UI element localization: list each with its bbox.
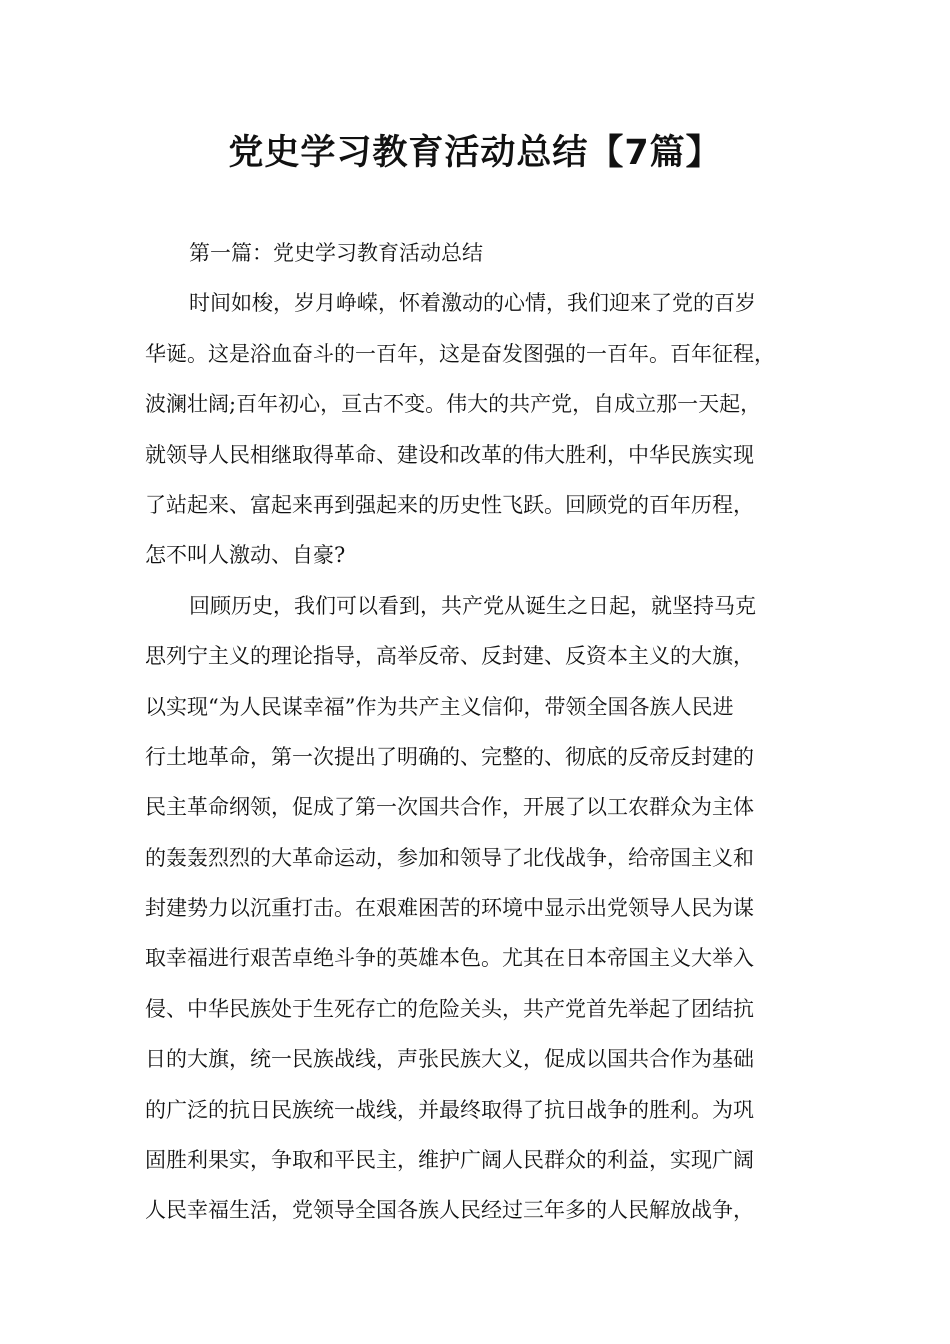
paragraph-line: 波澜壮阔;百年初心，亘古不变。伟大的共产党，自成立那一天起， xyxy=(145,392,762,417)
paragraph-line: 固胜利果实，争取和平民主，维护广阔人民群众的利益，实现广阔 xyxy=(145,1148,754,1173)
paragraph-line: 时间如梭，岁月峥嵘，怀着激动的心情，我们迎来了党的百岁 xyxy=(189,291,756,316)
section-heading: 第一篇：党史学习教育活动总结 xyxy=(189,241,483,265)
paragraph-line: 取幸福进行艰苦卓绝斗争的英雄本色。尤其在日本帝国主义大举入 xyxy=(145,946,754,971)
paragraph-line: 行土地革命，第一次提出了明确的、完整的、彻底的反帝反封建的 xyxy=(145,744,754,769)
paragraph-line: 就领导人民相继取得革命、建设和改革的伟大胜利，中华民族实现 xyxy=(145,442,754,467)
paragraph-line: 日的大旗，统一民族战线，声张民族大义，促成以国共合作为基础 xyxy=(145,1047,754,1072)
paragraph-line: 思列宁主义的理论指导，高举反帝、反封建、反资本主义的大旗， xyxy=(145,644,754,669)
paragraph-line: 怎不叫人激动、自豪? xyxy=(145,543,346,568)
paragraph-line: 以实现“为人民谋幸福”作为共产主义信仰，带领全国各族人民进 xyxy=(145,694,734,719)
document-body xyxy=(145,228,825,1236)
paragraph-line: 回顾历史，我们可以看到，共产党从诞生之日起，就坚持马克 xyxy=(189,593,756,618)
paragraph-line: 的轰轰烈烈的大革命运动，参加和领导了北伐战争，给帝国主义和 xyxy=(145,845,754,870)
paragraph-line: 的广泛的抗日民族统一战线，并最终取得了抗日战争的胜利。为巩 xyxy=(145,1097,754,1122)
paragraph-line: 了站起来、富起来再到强起来的历史性飞跃。回顾党的百年历程， xyxy=(145,492,754,517)
document-title: 党史学习教育活动总结【7篇】 xyxy=(228,133,722,173)
paragraph-line: 侵、中华民族处于生死存亡的危险关头，共产党首先举起了团结抗 xyxy=(145,996,754,1021)
paragraph-line: 华诞。这是浴血奋斗的一百年，这是奋发图强的一百年。百年征程， xyxy=(145,341,775,366)
paragraph-line: 封建势力以沉重打击。在艰难困苦的环境中显示出党领导人民为谋 xyxy=(145,896,754,921)
paragraph-line: 人民幸福生活，党领导全国各族人民经过三年多的人民解放战争， xyxy=(145,1198,754,1223)
paragraph-line: 民主革命纲领，促成了第一次国共合作，开展了以工农群众为主体 xyxy=(145,795,754,820)
